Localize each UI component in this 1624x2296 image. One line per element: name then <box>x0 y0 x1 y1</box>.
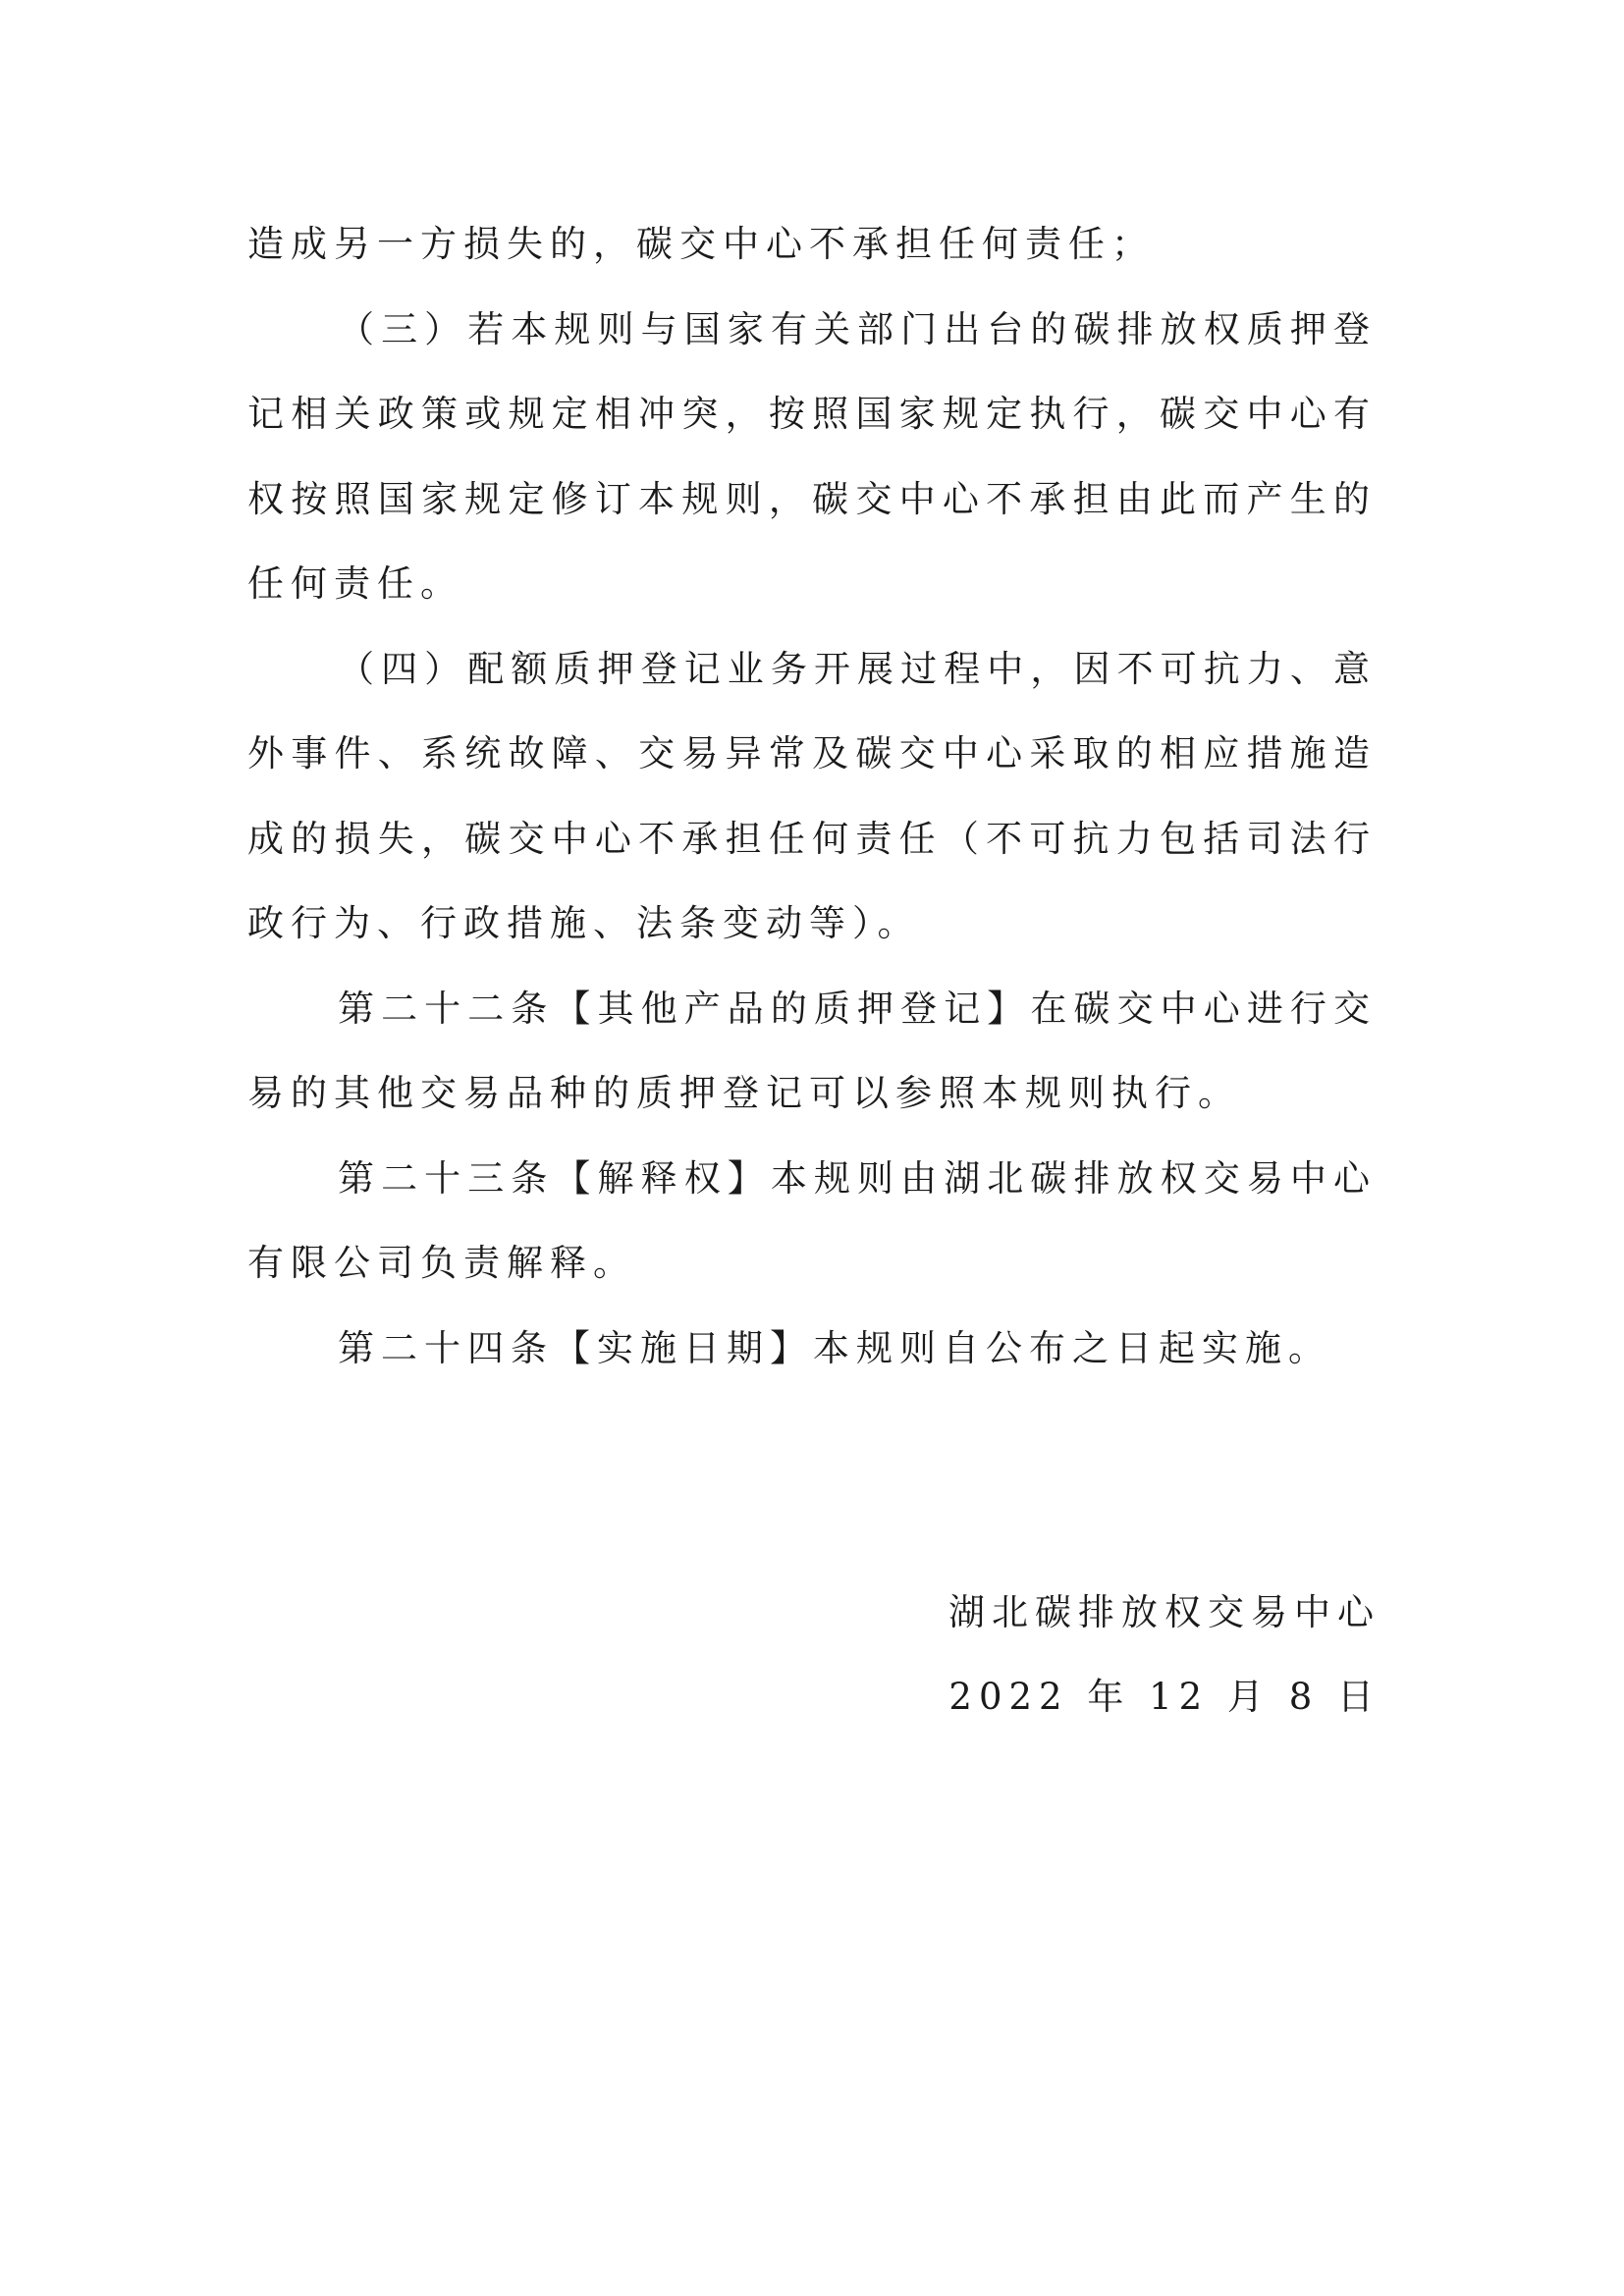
paragraph-article-23: 第二十三条【解释权】本规则由湖北碳排放权交易中心有限公司负责解释。 <box>247 1156 1377 1284</box>
signature-date: 2022 年 12 月 8 日 <box>948 1676 1380 1718</box>
paragraph-article-24: 第二十四条【实施日期】本规则自公布之日起实施。 <box>338 1326 1331 1369</box>
document-body <box>247 202 1377 1391</box>
paragraph-continuation: 造成另一方损失的，碳交中心不承担任何责任； <box>247 223 1155 265</box>
paragraph-clause-4: （四）配额质押登记业务开展过程中，因不可抗力、意外事件、系统故障、交易异常及碳交中心采取的相应措施造成的损失，碳交中心不承担任何责任（不可抗力包括司法行政行为、行政措施、法条变动等）。 <box>247 647 1377 944</box>
paragraph-article-22: 第二十二条【其他产品的质押登记】在碳交中心进行交易的其他交易品种的质押登记可以参照本规则执行。 <box>247 987 1377 1114</box>
paragraph-clause-3: （三）若本规则与国家有关部门出台的碳排放权质押登记相关政策或规定相冲突，按照国家规定执行，碳交中心有权按照国家规定修订本规则，碳交中心不承担由此而产生的任何责任。 <box>247 307 1377 605</box>
signature-organization: 湖北碳排放权交易中心 <box>948 1591 1380 1633</box>
